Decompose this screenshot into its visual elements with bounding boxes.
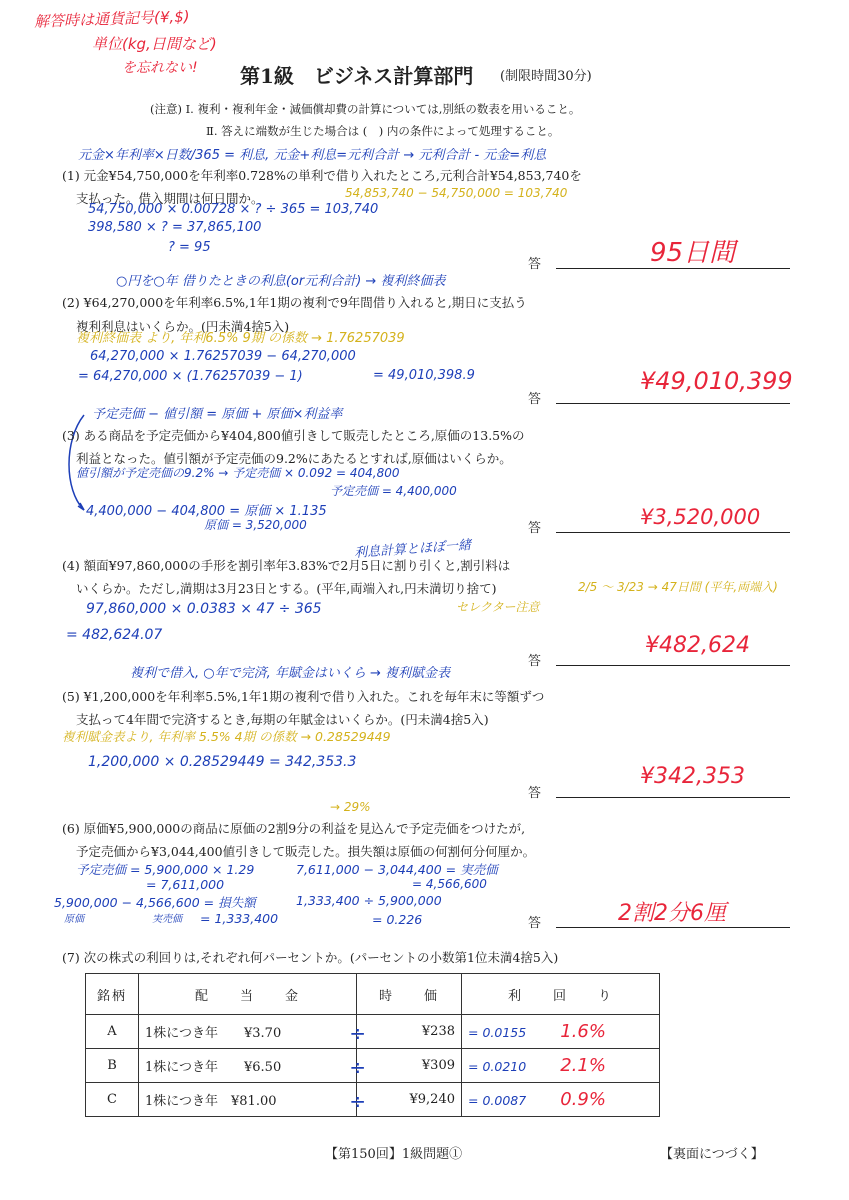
q6-work-3: 7,611,000 − 3,044,400 = 実売価 [296,862,498,877]
q6-text-2: 予定売価から¥3,044,400値引きして販売した。損失額は原価の何割何分何厘か。 [76,844,536,859]
stock-yield-cell [462,1015,660,1049]
header-dividend: 配 当 金 [139,974,357,1015]
q1-answer: 95日間 [650,238,736,268]
q4-hand-yellow-2: セレクター注意 [456,600,540,614]
divide-mark: ÷ [349,1021,366,1045]
q6-answer: 2割2分6厘 [618,901,726,926]
table-row [86,1049,660,1083]
q6-answer-line [556,927,790,928]
divide-mark: ÷ [349,1089,366,1113]
q6-text-1: (6) 原価¥5,900,000の商品に原価の2割9分の利益を見込んで予定売価をつけたが, [62,821,526,836]
q3-text-2: 利益となった。値引額が予定売価の9.2%にあたるとすれば,原価はいくらか。 [76,451,512,466]
q5-answer: ¥342,353 [640,764,745,789]
q4-hand-yellow-1: 2/5 〜 3/23 → 47日間 (平年,両端入) [578,580,778,594]
stock-yield-cell [462,1083,660,1117]
stock-price: ¥238 [357,1015,462,1049]
q2-answer: ¥49,010,399 [640,367,793,395]
q2-text-2: 複利利息はいくらか。(円未満4捨5入) [76,319,290,334]
q3-text-1: (3) ある商品を予定売価から¥404,800値引きして販売したところ,原価の13.5%の [62,428,525,443]
q3-answer: ¥3,520,000 [640,505,761,529]
q2-work-3: = 49,010,398.9 [373,368,475,383]
q2-answer-line [556,403,790,404]
q1-answer-label: 答 [528,257,542,272]
notice-2: Ⅱ. 答えに端数が生じた場合は ( ) 内の条件によって処理すること。 [206,124,560,138]
q4-work-2: = 482,624.07 [66,627,163,643]
red-note-units: 単位(kg,日間など) [92,35,217,53]
q3-work-1: 値引額が予定売価の9.2% → 予定売価 × 0.092 = 404,800 [76,466,400,480]
footer-continue: 【裏面につづく】 [660,1147,764,1162]
q6-work-10: = 0.226 [372,912,423,927]
q3-work-2: 予定売価 = 4,400,000 [330,484,457,498]
q6-answer-label: 答 [528,916,542,931]
stock-dividend-value: 1株につき年 ¥3.70 [145,1026,282,1041]
table-row [86,1015,660,1049]
q6-work-6: 原価 [64,914,84,925]
stock-dividend [139,1015,366,1049]
q1-work-1: 54,750,000 × 0.00728 × ? ÷ 365 = 103,740 [88,202,379,217]
stock-dividend [139,1083,366,1117]
yield-answer: 0.9% [560,1089,606,1110]
q4-answer-line [556,665,790,666]
q2-work-1: 64,270,000 × 1.76257039 − 64,270,000 [90,349,356,364]
stock-yield-table [85,973,660,1117]
q2-hand-yellow: 複利終価表 より, 年利6.5% 9期 の係数 → 1.76257039 [76,331,405,346]
header-price: 時 価 [357,974,462,1015]
q6-hand-yellow: → 29% [330,800,371,814]
header-yield: 利 回 り [462,974,660,1015]
q6-work-9: 1,333,400 ÷ 5,900,000 [296,893,442,908]
table-header-row [86,974,660,1015]
q3-answer-label: 答 [528,521,542,536]
q2-text-1: (2) ¥64,270,000を年利率6.5%,1年1期の複利で9年間借り入れると,期日に支払う [62,295,527,310]
yield-calc: = 0.0155 [468,1025,527,1040]
stock-price: ¥9,240 [357,1083,462,1117]
q1-work-2: 398,580 × ? = 37,865,100 [88,220,262,235]
q5-text-1: (5) ¥1,200,000を年利率5.5%,1年1期の複利で借り入れた。これを毎年末に等額ずつ [62,689,545,704]
time-limit: (制限時間30分) [500,69,592,84]
yield-answer: 1.6% [560,1021,606,1042]
stock-price: ¥309 [357,1049,462,1083]
q1-hand-yellow: 54,853,740 − 54,750,000 = 103,740 [345,186,568,200]
yield-answer: 2.1% [560,1055,606,1076]
page-title: 第1級 ビジネス計算部門 [240,64,474,88]
yield-calc: = 0.0087 [468,1093,527,1108]
q6-work-8: = 1,333,400 [200,911,279,926]
q1-text-1: (1) 元金¥54,750,000を年利率0.728%の単利で借り入れたところ,元利合計¥54,853,740を [62,168,582,183]
q6-work-4: = 4,566,600 [412,877,487,891]
q5-hand-yellow: 複利賦金表より, 年利率 5.5% 4期 の係数 → 0.28529449 [62,729,391,744]
stock-dividend-value: 1株につき年 ¥6.50 [145,1060,282,1075]
q6-work-7: 実売価 [152,914,182,925]
q3-answer-line [556,532,790,533]
q7-text: (7) 次の株式の利回りは,それぞれ何パーセントか。(パーセントの小数第1位未満4捨5入) [62,950,559,965]
q4-text-1: (4) 額面¥97,860,000の手形を割引率年3.83%で2月5日に割り引くと,割引料は [62,558,511,573]
q5-work-1: 1,200,000 × 0.28529449 = 342,353.3 [88,754,357,770]
header-stock-name: 銘柄 [86,974,139,1015]
stock-name: B [86,1049,139,1083]
red-note-remember: を忘れない! [122,60,198,76]
q3-work-4: 原価 = 3,520,000 [204,518,307,532]
q6-work-1: 予定売価 = 5,900,000 × 1.29 [76,862,255,877]
q4-work-1: 97,860,000 × 0.0383 × 47 ÷ 365 [86,601,322,617]
stock-name: C [86,1083,139,1117]
q4-text-2: いくらか。ただし,満期は3月23日とする。(平年,両端入れ,円未満切り捨て) [76,581,497,596]
stock-name: A [86,1015,139,1049]
footer-exam-number: 【第150回】1級問題① [325,1147,463,1162]
q1-text-2: 支払った。借入期間は何日間か。 [76,191,264,206]
notice-1: (注意) Ⅰ. 複利・複利年金・減価償却費の計算については,別紙の数表を用いること。 [150,102,581,116]
q1-hand-formula: 元金×年利率×日数/365 = 利息, 元金+利息=元利合計 → 元利合計 - 元金=利息 [78,148,547,163]
q3-work-3: 4,400,000 − 404,800 = 原価 × 1.135 [86,504,327,519]
q2-work-2: = 64,270,000 × (1.76257039 − 1) [78,369,303,384]
q5-hand-note: 複利で借入, ○年で完済, 年賦金はいくら → 複利賦金表 [130,666,451,681]
q4-answer: ¥482,624 [645,633,750,658]
q2-hand-note: ○円を○年 借りたときの利息(or元利合計) → 複利終価表 [116,274,446,289]
q5-text-2: 支払って4年間で完済するとき,毎期の年賦金はいくらか。(円未満4捨5入) [76,712,489,727]
q2-answer-label: 答 [528,392,542,407]
stock-dividend-value: 1株につき年 ¥81.00 [145,1094,277,1109]
q4-hand-note: 利息計算とほぼ一緒 [353,537,472,562]
q6-work-5: 5,900,000 − 4,566,600 = 損失額 [54,895,256,910]
stock-yield-cell [462,1049,660,1083]
q1-work-3: ? = 95 [168,240,211,255]
q6-work-2: = 7,611,000 [146,877,225,892]
q3-hand-note: 予定売価 − 値引額 = 原価 + 原価×利益率 [92,407,343,422]
q5-answer-line [556,797,790,798]
q4-answer-label: 答 [528,654,542,669]
yield-calc: = 0.0210 [468,1059,527,1074]
red-note-currency: 解答時は通貨記号(¥,$) [33,7,190,31]
stock-dividend [139,1049,366,1083]
table-row [86,1083,660,1117]
q5-answer-label: 答 [528,786,542,801]
divide-mark: ÷ [349,1055,366,1079]
